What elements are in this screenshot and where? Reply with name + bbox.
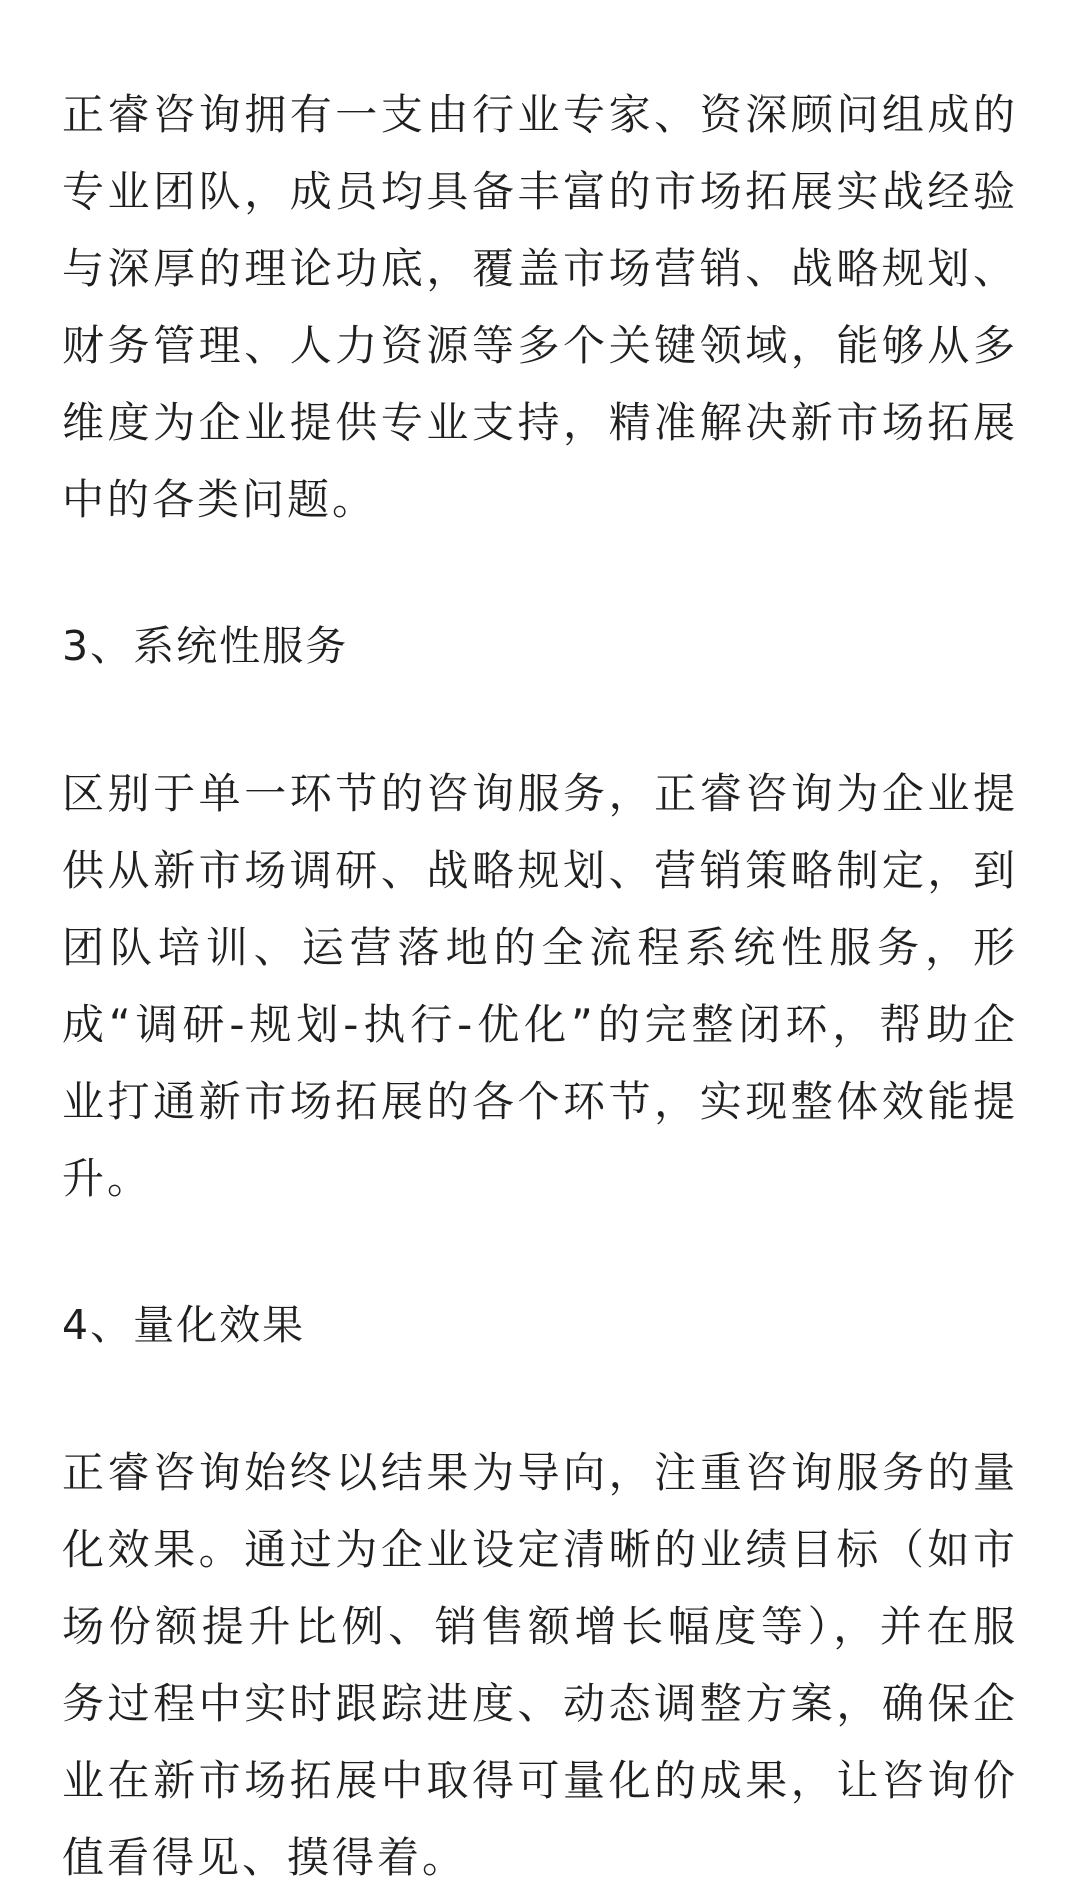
section-body-systematic-service: 区别于单一环节的咨询服务，正睿咨询为企业提供从新市场调研、战略规划、营销策略制定，到团队培训、运营落地的全流程系统性服务，形成“调研-规划-执行-优化”的完整闭环，帮助企业打通新市场拓展的各个环节，实现整体效能提升。 [62,769,1018,1203]
intro-paragraph: 正睿咨询拥有一支由行业专家、资深顾问组成的专业团队，成员均具备丰富的市场拓展实战经验与深厚的理论功底，覆盖市场营销、战略规划、财务管理、人力资源等多个关键领域，能够从多维度为企业提供专业支持，精准解决新市场拓展中的各类问题。 [62,90,1018,524]
spacer [62,685,1018,755]
section-heading-quantified-results: 4、量化效果 [62,1301,306,1349]
spacer [62,1364,1018,1434]
spacer [62,1217,1018,1287]
section-body-quantified-results: 正睿咨询始终以结果为导向，注重咨询服务的量化效果。通过为企业设定清晰的业绩目标（如市场份额提升比例、销售额增长幅度等），并在服务过程中实时跟踪进度、动态调整方案，确保企业在新市场拓展中取得可量化的成果，让咨询价值看得见、摸得着。 [62,1448,1018,1882]
spacer [62,538,1018,608]
section-heading-systematic-service: 3、系统性服务 [62,622,349,670]
